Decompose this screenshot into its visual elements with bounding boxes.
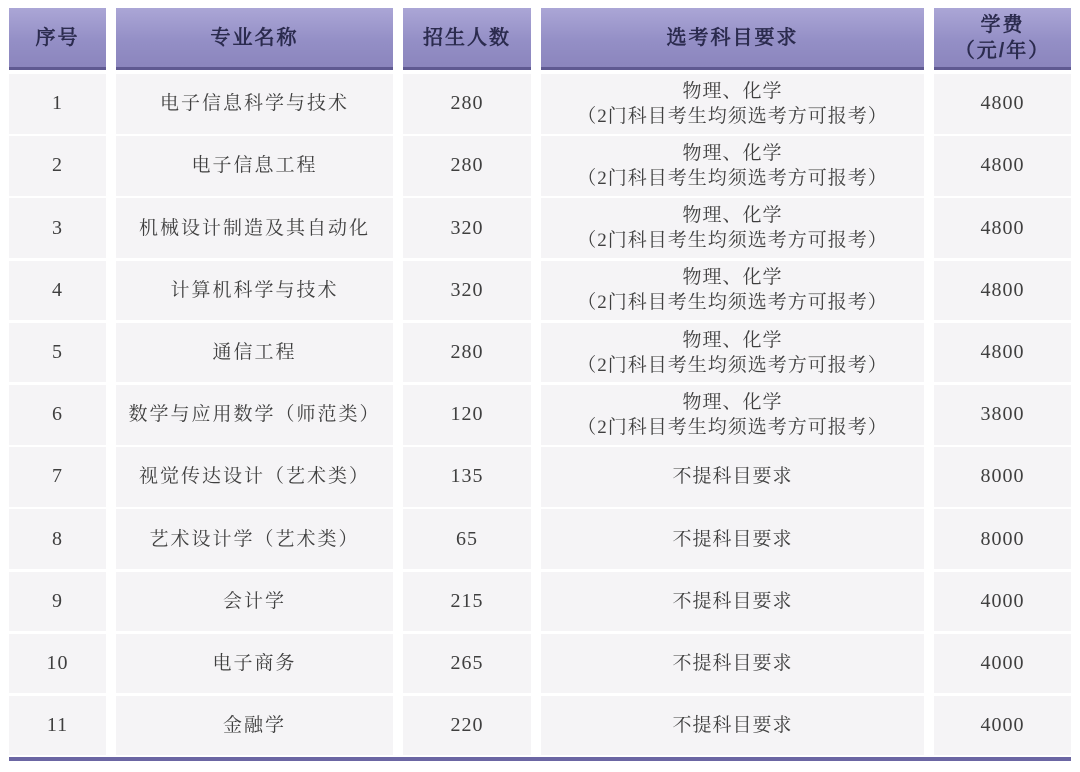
subjects-requirement-line1: 不提科目要求: [672, 715, 793, 737]
header-label-enrollment: 招生人数: [423, 26, 511, 49]
major-name: 电子信息工程: [191, 155, 318, 177]
header-cell-major: [116, 8, 393, 70]
cell-subjects: [541, 447, 924, 507]
cell-enrollment: [403, 509, 531, 569]
table-row: [9, 385, 1071, 445]
row-index: 5: [52, 341, 63, 364]
cell-enrollment: [403, 634, 531, 694]
header-cell-index: [9, 8, 106, 70]
cell-tuition: [934, 696, 1071, 756]
cell-tuition: [934, 261, 1071, 321]
row-index: 4: [52, 278, 63, 301]
table-body: [9, 74, 1071, 755]
cell-index: [9, 447, 106, 507]
subjects-requirement-line1: 物理、化学: [682, 142, 783, 164]
major-name: 计算机科学与技术: [170, 279, 339, 301]
header-label-tuition-line1: 学费: [980, 13, 1025, 36]
row-index: 11: [46, 714, 69, 737]
cell-index: [9, 198, 106, 258]
major-name: 视觉传达设计（艺术类）: [138, 466, 370, 488]
table-row: [9, 509, 1071, 569]
cell-subjects: [541, 198, 924, 258]
cell-index: [9, 385, 106, 445]
cell-index: [9, 323, 106, 383]
major-name: 通信工程: [212, 342, 297, 364]
major-name: 会计学: [222, 590, 286, 612]
subjects-requirement-line1: 不提科目要求: [672, 590, 793, 612]
cell-subjects: [541, 572, 924, 632]
majors-enrollment-table: [9, 8, 1071, 761]
major-name: 电子信息科学与技术: [159, 93, 349, 115]
header-label-subjects: 选考科目要求: [666, 26, 799, 49]
header-cell-enrollment: [403, 8, 531, 70]
tuition-amount: 4800: [980, 154, 1025, 177]
header-label-index: 序号: [35, 26, 80, 49]
enrollment-count: 215: [450, 589, 484, 612]
row-index: 6: [52, 403, 63, 426]
header-label-major: 专业名称: [210, 26, 299, 49]
subjects-requirement-line1: 物理、化学: [682, 267, 783, 289]
cell-index: [9, 136, 106, 196]
cell-major: [116, 634, 393, 694]
cell-enrollment: [403, 136, 531, 196]
table-row: [9, 198, 1071, 258]
cell-tuition: [934, 385, 1071, 445]
tuition-amount: 8000: [980, 465, 1025, 488]
tuition-amount: 4800: [980, 216, 1025, 239]
table-row: [9, 136, 1071, 196]
enrollment-count: 320: [450, 216, 484, 239]
cell-major: [116, 385, 393, 445]
subjects-requirement-line1: 物理、化学: [682, 80, 783, 102]
subjects-requirement-line1: 物理、化学: [682, 329, 783, 351]
subjects-requirement-line2: （2门科目考生均须选考方可报考）: [577, 292, 888, 314]
cell-tuition: [934, 509, 1071, 569]
major-name: 数学与应用数学（师范类）: [128, 404, 381, 426]
cell-index: [9, 509, 106, 569]
cell-tuition: [934, 74, 1071, 134]
cell-tuition: [934, 447, 1071, 507]
cell-major: [116, 696, 393, 756]
tuition-amount: 3800: [980, 403, 1025, 426]
cell-tuition: [934, 323, 1071, 383]
cell-subjects: [541, 323, 924, 383]
cell-tuition: [934, 136, 1071, 196]
subjects-requirement-line1: 不提科目要求: [672, 528, 793, 550]
row-index: 3: [52, 216, 63, 239]
table-bottom-border: [9, 757, 1071, 761]
enrollment-count: 65: [456, 527, 478, 550]
table-row: [9, 696, 1071, 756]
cell-enrollment: [403, 385, 531, 445]
subjects-requirement-line1: 不提科目要求: [672, 652, 793, 674]
tuition-amount: 4800: [980, 92, 1025, 115]
cell-major: [116, 447, 393, 507]
cell-enrollment: [403, 447, 531, 507]
major-name: 艺术设计学（艺术类）: [149, 528, 360, 550]
tuition-amount: 4000: [980, 651, 1025, 674]
cell-enrollment: [403, 572, 531, 632]
table-row: [9, 447, 1071, 507]
cell-enrollment: [403, 696, 531, 756]
row-index: 9: [52, 589, 63, 612]
table-row: [9, 261, 1071, 321]
row-index: 8: [52, 527, 63, 550]
tuition-amount: 4800: [980, 341, 1025, 364]
enrollment-count: 135: [450, 465, 484, 488]
cell-major: [116, 572, 393, 632]
enrollment-count: 220: [450, 714, 484, 737]
cell-subjects: [541, 509, 924, 569]
row-index: 10: [46, 651, 69, 674]
table-row: [9, 634, 1071, 694]
cell-enrollment: [403, 198, 531, 258]
cell-tuition: [934, 634, 1071, 694]
table-row: [9, 572, 1071, 632]
tuition-amount: 4800: [980, 278, 1025, 301]
header-cell-subjects: [541, 8, 924, 70]
cell-major: [116, 509, 393, 569]
enrollment-count: 280: [450, 92, 484, 115]
row-index: 1: [52, 92, 63, 115]
cell-major: [116, 136, 393, 196]
cell-index: [9, 634, 106, 694]
subjects-requirement-line1: 物理、化学: [682, 205, 783, 227]
cell-index: [9, 572, 106, 632]
cell-index: [9, 74, 106, 134]
subjects-requirement-line1: 不提科目要求: [672, 466, 793, 488]
cell-index: [9, 696, 106, 756]
major-name: 电子商务: [212, 652, 297, 674]
enrollment-count: 280: [450, 341, 484, 364]
header-cell-tuition: [934, 8, 1071, 70]
header-label-tuition-line2: （元/年）: [954, 39, 1051, 62]
tuition-amount: 8000: [980, 527, 1025, 550]
cell-major: [116, 74, 393, 134]
cell-major: [116, 323, 393, 383]
enrollment-count: 280: [450, 154, 484, 177]
subjects-requirement-line2: （2门科目考生均须选考方可报考）: [577, 230, 888, 252]
cell-subjects: [541, 634, 924, 694]
row-index: 7: [52, 465, 63, 488]
subjects-requirement-line2: （2门科目考生均须选考方可报考）: [577, 416, 888, 438]
enrollment-count: 120: [450, 403, 484, 426]
table-header-row: [9, 8, 1071, 70]
cell-subjects: [541, 74, 924, 134]
enrollment-count: 265: [450, 651, 484, 674]
cell-enrollment: [403, 261, 531, 321]
cell-index: [9, 261, 106, 321]
cell-subjects: [541, 385, 924, 445]
subjects-requirement-line2: （2门科目考生均须选考方可报考）: [577, 167, 888, 189]
cell-major: [116, 261, 393, 321]
cell-enrollment: [403, 323, 531, 383]
subjects-requirement-line2: （2门科目考生均须选考方可报考）: [577, 105, 888, 127]
subjects-requirement-line1: 物理、化学: [682, 391, 783, 413]
cell-major: [116, 198, 393, 258]
cell-tuition: [934, 572, 1071, 632]
tuition-amount: 4000: [980, 714, 1025, 737]
tuition-amount: 4000: [980, 589, 1025, 612]
table-row: [9, 323, 1071, 383]
subjects-requirement-line2: （2门科目考生均须选考方可报考）: [577, 354, 888, 376]
row-index: 2: [52, 154, 63, 177]
major-name: 金融学: [222, 715, 286, 737]
cell-subjects: [541, 136, 924, 196]
table-row: [9, 74, 1071, 134]
cell-subjects: [541, 261, 924, 321]
cell-subjects: [541, 696, 924, 756]
major-name: 机械设计制造及其自动化: [138, 217, 370, 239]
cell-tuition: [934, 198, 1071, 258]
cell-enrollment: [403, 74, 531, 134]
enrollment-count: 320: [450, 278, 484, 301]
